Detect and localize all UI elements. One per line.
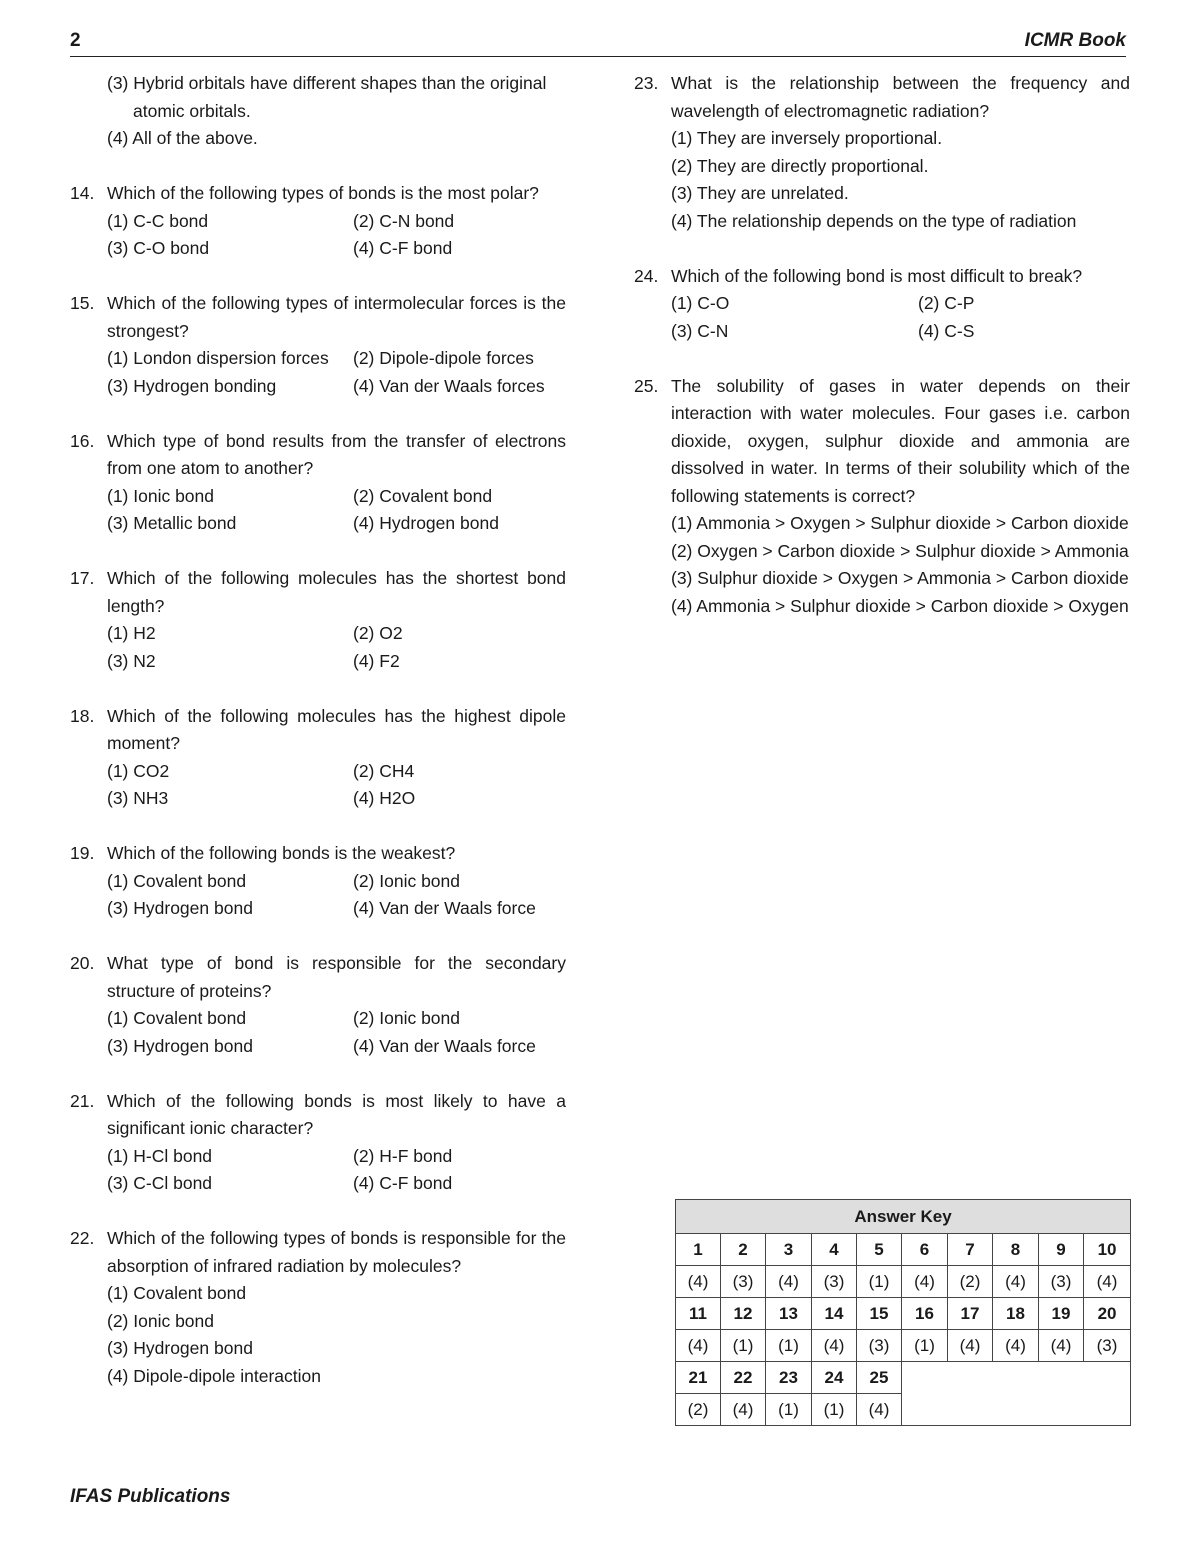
option: (3) Sulphur dioxide > Oxygen > Ammonia > Carbon dioxide [671, 568, 1129, 588]
question-text: The solubility of gases in water depends on their interaction with water molecules. Four gases i.e. carbon dioxide, oxygen, sulphur dioxide and ammonia are dissolved in water. In terms of their solubility which of the following statements is correct? [671, 375, 1130, 506]
option: (1) C-C bond [107, 210, 209, 231]
empty-cell [902, 1362, 1131, 1426]
option: (1) CO2 [107, 760, 170, 781]
option: (4) H2O [353, 788, 416, 808]
option: (4) C-F bond [353, 238, 453, 258]
answer-cell: (4) [902, 1266, 948, 1298]
option: (2) O2 [353, 623, 403, 643]
question-text: Which of the following types of bonds is responsible for the absorption of infrared radiation by molecules? [107, 1228, 566, 1276]
options-block [107, 1280, 566, 1390]
option: (3) Metallic bond [107, 513, 237, 533]
question-text: What is the relationship between the frequency and wavelength of electromagnetic radiation? [671, 73, 1130, 121]
right-question-list [634, 70, 1130, 620]
answer-cell: (1) [766, 1394, 812, 1426]
option-continuation: atomic orbitals. [133, 100, 251, 121]
options-block [107, 620, 566, 675]
option: (2) Ionic bond [353, 1008, 461, 1028]
option: (3) Hydrogen bond [107, 898, 253, 918]
option: (4) C-F bond [353, 1173, 453, 1193]
options-block [107, 1143, 566, 1198]
question-number-cell: 22 [721, 1362, 766, 1394]
option: (4) All of the above. [107, 128, 258, 148]
answer-key-answer-row [676, 1266, 1131, 1298]
question-number: 22. [70, 1228, 95, 1248]
option: (3) N2 [107, 650, 156, 671]
option: (2) Oxygen > Carbon dioxide > Sulphur dioxide > Ammonia [671, 540, 1129, 561]
question-number-cell: 21 [676, 1362, 721, 1394]
question-number-cell: 13 [766, 1298, 812, 1330]
question-item [70, 703, 566, 813]
option: (2) Covalent bond [353, 485, 493, 506]
option: (4) Ammonia > Sulphur dioxide > Carbon dioxide > Oxygen [671, 595, 1129, 616]
question-number-cell: 7 [948, 1234, 993, 1266]
options-block [671, 290, 1130, 345]
option: (3) They are unrelated. [671, 183, 849, 203]
question-number-cell: 14 [812, 1298, 857, 1330]
question-number-cell: 16 [902, 1298, 948, 1330]
book-title: ICMR Book [1024, 30, 1126, 51]
option: (4) Van der Waals force [353, 1035, 536, 1056]
option: (3) C-N [671, 320, 729, 341]
question-number-cell: 4 [812, 1234, 857, 1266]
option: (4) Dipole-dipole interaction [107, 1365, 321, 1386]
question-text: Which of the following bond is most difficult to break? [671, 265, 1083, 286]
question-number: 20. [70, 953, 95, 973]
option: (2) H-F bond [353, 1145, 453, 1166]
answer-cell: (3) [1084, 1330, 1131, 1362]
answer-cell: (4) [993, 1330, 1039, 1362]
answer-cell: (4) [766, 1266, 812, 1298]
question-number: 23. [634, 73, 659, 93]
question-number-cell: 5 [857, 1234, 902, 1266]
option: (1) H-Cl bond [107, 1145, 213, 1166]
option: (2) Ionic bond [353, 870, 461, 891]
answer-cell: (4) [993, 1266, 1039, 1298]
question-number-cell: 15 [857, 1298, 902, 1330]
question-number: 15. [70, 293, 95, 313]
options-block [107, 483, 566, 538]
option: (2) C-P [918, 293, 975, 313]
left-column [70, 70, 566, 1418]
question-text: Which of the following types of bonds is the most polar? [107, 183, 539, 203]
answer-cell: (3) [1039, 1266, 1084, 1298]
question-item [70, 428, 566, 538]
option: (4) Hydrogen bond [353, 513, 499, 533]
question-text: Which type of bond results from the transfer of electrons from one atom to another? [107, 430, 566, 478]
question-text: What type of bond is responsible for the secondary structure of proteins? [107, 953, 566, 1001]
question-number-cell: 2 [721, 1234, 766, 1266]
options-block [107, 758, 566, 813]
option: (1) Covalent bond [107, 870, 247, 891]
answer-cell: (2) [948, 1266, 993, 1298]
question-number-cell: 3 [766, 1234, 812, 1266]
answer-cell: (3) [857, 1330, 902, 1362]
answer-cell: (4) [857, 1394, 902, 1426]
question-item [634, 263, 1130, 346]
question-number-cell: 24 [812, 1362, 857, 1394]
answer-cell: (2) [676, 1394, 721, 1426]
option: (2) CH4 [353, 760, 415, 781]
answer-cell: (4) [1084, 1266, 1131, 1298]
question-item [634, 373, 1130, 621]
option: (2) They are directly proportional. [671, 155, 929, 176]
question-text: Which of the following molecules has the highest dipole moment? [107, 705, 566, 753]
answer-cell: (3) [812, 1266, 857, 1298]
options-block [107, 208, 566, 263]
question-number: 24. [634, 265, 659, 286]
question-text: Which of the following types of intermolecular forces is the strongest? [107, 293, 566, 341]
answer-key-number-row [676, 1298, 1131, 1330]
right-column [634, 70, 1130, 648]
question-item [70, 1225, 566, 1390]
page-header [70, 28, 1126, 57]
question-number-cell: 11 [676, 1298, 721, 1330]
option: (4) C-S [918, 320, 975, 341]
option: (3) C-O bond [107, 238, 210, 258]
answer-cell: (4) [1039, 1330, 1084, 1362]
option: (1) Ammonia > Oxygen > Sulphur dioxide > Carbon dioxide [671, 513, 1129, 533]
option: (4) F2 [353, 650, 400, 671]
question-number: 17. [70, 568, 95, 588]
question-item [70, 565, 566, 675]
option: (4) The relationship depends on the type of radiation [671, 210, 1077, 231]
question-number: 14. [70, 183, 95, 203]
option: (2) C-N bond [353, 210, 455, 231]
question-number: 19. [70, 843, 95, 863]
answer-cell: (1) [721, 1330, 766, 1362]
question-number-cell: 9 [1039, 1234, 1084, 1266]
option: (4) Van der Waals force [353, 898, 536, 918]
question-number: 25. [634, 375, 659, 396]
option: (3) Hybrid orbitals have different shapes than the original [107, 73, 547, 93]
answer-cell: (4) [721, 1394, 766, 1426]
option: (3) Hydrogen bond [107, 1338, 253, 1358]
question-13-continuation [70, 70, 566, 153]
question-number-cell: 1 [676, 1234, 721, 1266]
answer-cell: (4) [812, 1330, 857, 1362]
question-number-cell: 10 [1084, 1234, 1131, 1266]
option: (1) Covalent bond [107, 1283, 247, 1303]
question-item [70, 840, 566, 923]
question-number-cell: 18 [993, 1298, 1039, 1330]
options-block [107, 868, 566, 923]
question-number-cell: 25 [857, 1362, 902, 1394]
option: (3) C-Cl bond [107, 1173, 213, 1193]
options-block [671, 510, 1130, 620]
left-question-list [70, 180, 566, 1390]
question-text: Which of the following bonds is the weakest? [107, 843, 456, 863]
question-text: Which of the following molecules has the shortest bond length? [107, 568, 566, 616]
answer-cell: (4) [948, 1330, 993, 1362]
question-number-cell: 8 [993, 1234, 1039, 1266]
answer-cell: (1) [902, 1330, 948, 1362]
question-text: Which of the following bonds is most likely to have a significant ionic character? [107, 1090, 566, 1138]
answer-cell: (1) [812, 1394, 857, 1426]
option: (4) Van der Waals forces [353, 375, 545, 396]
question-number-cell: 20 [1084, 1298, 1131, 1330]
question-item [70, 950, 566, 1060]
answer-cell: (1) [766, 1330, 812, 1362]
answer-cell: (4) [676, 1330, 721, 1362]
option: (1) Ionic bond [107, 485, 215, 506]
question-item [70, 290, 566, 400]
answer-key-title: Answer Key [676, 1200, 1131, 1234]
question-number-cell: 12 [721, 1298, 766, 1330]
option: (1) Covalent bond [107, 1008, 247, 1028]
question-number-cell: 6 [902, 1234, 948, 1266]
answer-key-number-row [676, 1362, 1131, 1394]
option: (2) Dipole-dipole forces [353, 348, 534, 368]
answer-cell: (4) [676, 1266, 721, 1298]
page-number: 2 [70, 30, 81, 51]
question-number: 16. [70, 430, 95, 451]
publisher-footer: IFAS Publications [70, 1486, 231, 1507]
question-item [70, 1088, 566, 1198]
answer-cell: (3) [721, 1266, 766, 1298]
option: (1) H2 [107, 623, 156, 643]
answer-key-table [675, 1199, 1131, 1426]
options-block [107, 345, 566, 400]
answer-key-answer-row [676, 1330, 1131, 1362]
options-block [671, 125, 1130, 235]
answer-key-number-row [676, 1234, 1131, 1266]
option: (2) Ionic bond [107, 1310, 215, 1331]
option: (1) London dispersion forces [107, 348, 329, 368]
option: (3) Hydrogen bond [107, 1035, 253, 1056]
option: (1) C-O [671, 293, 730, 313]
question-item [70, 180, 566, 263]
question-number: 21. [70, 1090, 95, 1111]
options-block [107, 1005, 566, 1060]
answer-cell: (1) [857, 1266, 902, 1298]
option: (3) Hydrogen bonding [107, 375, 277, 396]
question-number-cell: 17 [948, 1298, 993, 1330]
question-number: 18. [70, 705, 95, 726]
question-number-cell: 23 [766, 1362, 812, 1394]
question-item [634, 70, 1130, 235]
option: (3) NH3 [107, 788, 169, 808]
option: (1) They are inversely proportional. [671, 128, 943, 148]
question-number-cell: 19 [1039, 1298, 1084, 1330]
